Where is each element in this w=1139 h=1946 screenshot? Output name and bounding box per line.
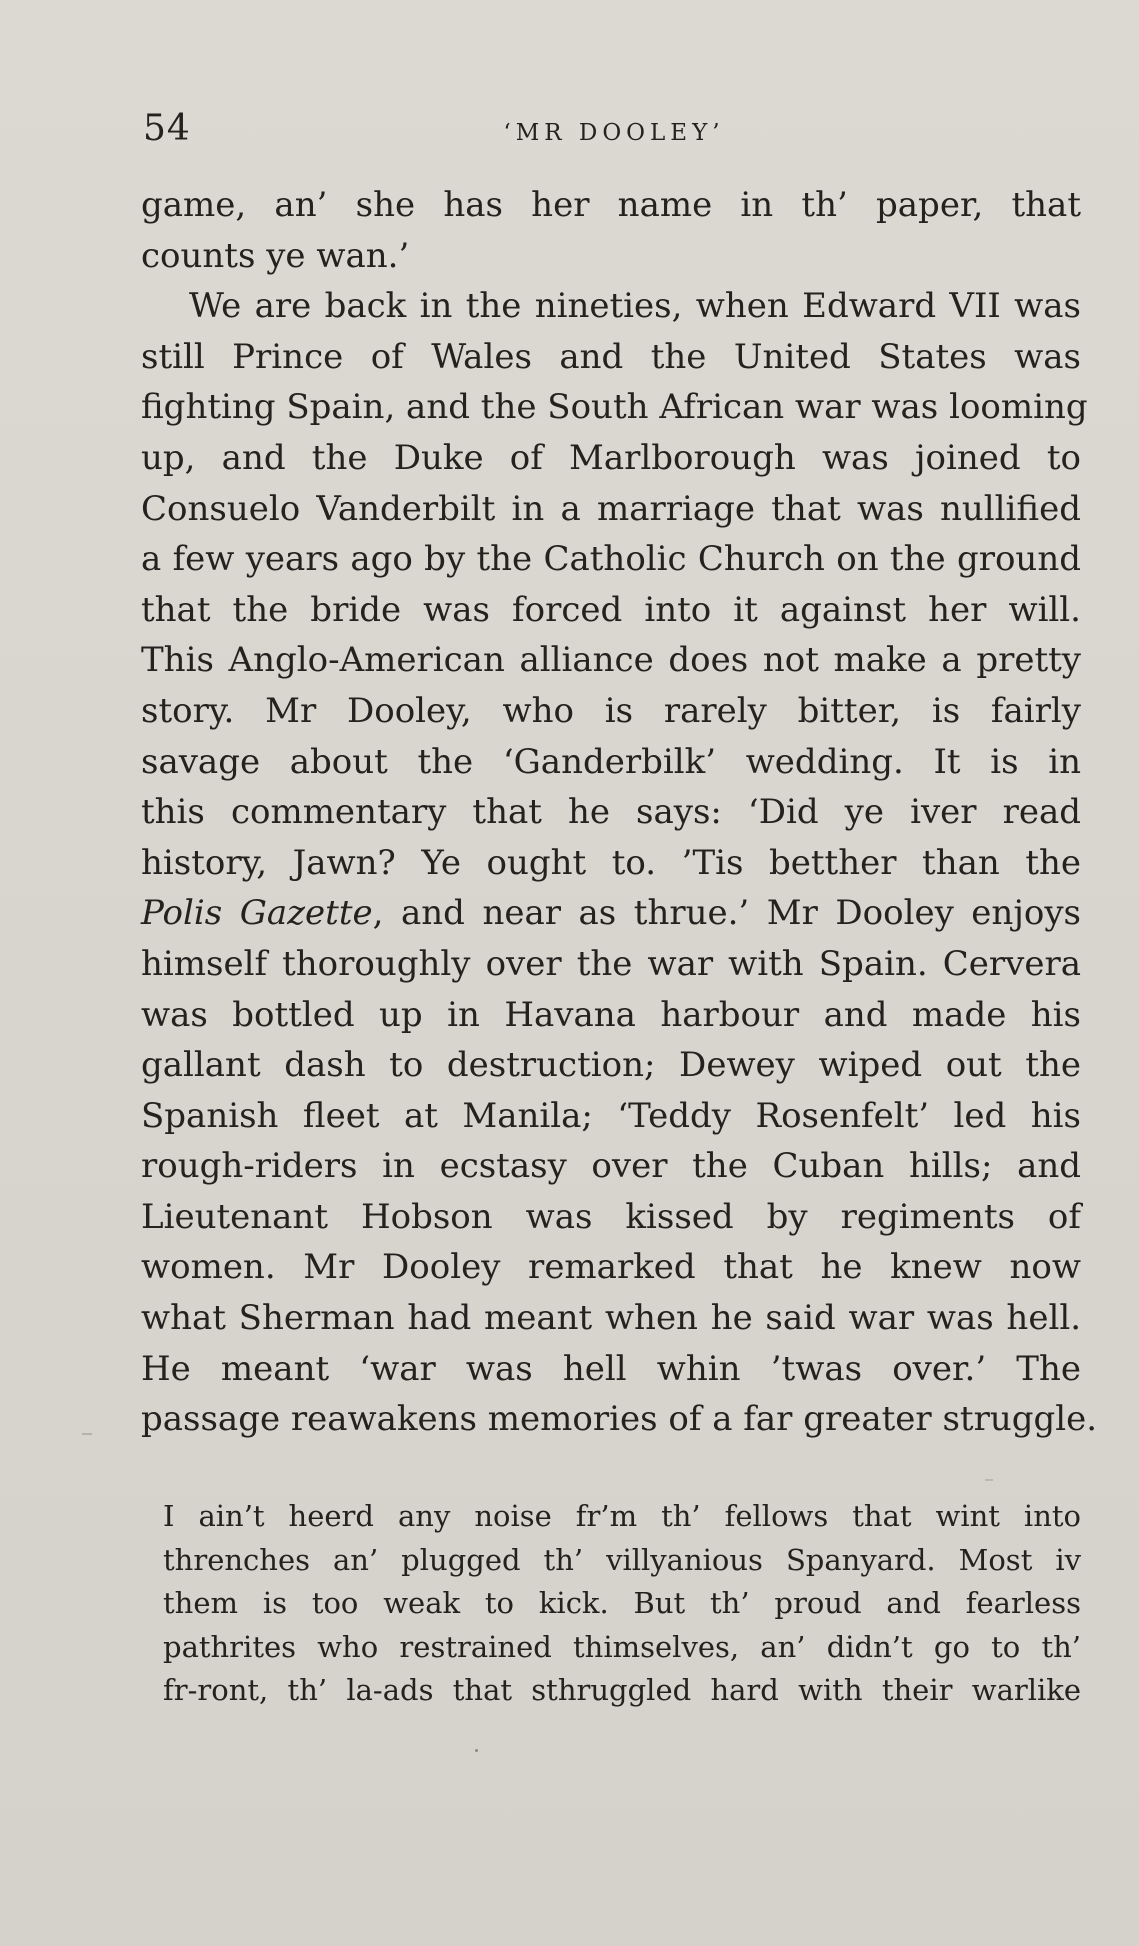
- margin-speck: [82, 1433, 92, 1435]
- body-line: This Anglo-American alliance does not make a pretty: [141, 640, 1081, 681]
- body-line: savage about the ‘Ganderbilk’ wedding. It is in: [141, 741, 1081, 782]
- quote-line: them is too weak to kick. But th’ proud and fearless: [163, 1586, 1081, 1621]
- body-line: this commentary that he says: ‘Did ye iver read: [141, 792, 1081, 833]
- body-line: He meant ‘war was hell whin ’twas over.’ The: [141, 1348, 1081, 1389]
- body-line: passage reawakens memories of a far greater struggle.: [141, 1399, 1098, 1440]
- margin-speck: [985, 1479, 993, 1481]
- quote-line: fr-ront, th’ la-ads that sthruggled hard with their warlike: [163, 1673, 1081, 1708]
- block-quote: [163, 1495, 1081, 1713]
- paper-speck: [475, 1749, 478, 1752]
- body-line: that the bride was forced into it against her will.: [141, 589, 1081, 630]
- body-line: still Prince of Wales and the United States was: [141, 336, 1081, 377]
- body-line: story. Mr Dooley, who is rarely bitter, is fairly: [141, 690, 1081, 731]
- body-line-rest: , and near as thrue.’ Mr Dooley enjoys: [372, 893, 1081, 934]
- body-line: counts ye wan.’: [141, 235, 410, 276]
- page-number: 54: [143, 108, 191, 149]
- page-header: [143, 108, 1085, 158]
- body-line: We are back in the nineties, when Edward VII was: [189, 286, 1081, 327]
- body-line: game, an’ she has her name in th’ paper, that: [141, 185, 1081, 225]
- body-line: gallant dash to destruction; Dewey wiped out the: [141, 1045, 1081, 1086]
- body-line: Consuelo Vanderbilt in a marriage that was nullified: [141, 488, 1081, 529]
- body-line: rough-riders in ecstasy over the Cuban hills; and: [141, 1146, 1081, 1187]
- body-line: Lieutenant Hobson was kissed by regiments of: [141, 1196, 1081, 1237]
- body-line: women. Mr Dooley remarked that he knew now: [141, 1247, 1081, 1288]
- quote-line: I ain’t heerd any noise fr’m th’ fellows that wint into: [163, 1499, 1081, 1533]
- body-line: history, Jawn? Ye ought to. ’Tis betther than the: [141, 842, 1081, 883]
- quote-line: pathrites who restrained thimselves, an’ didn’t go to th’: [163, 1629, 1081, 1664]
- body-line: himself thoroughly over the war with Spain. Cervera: [141, 943, 1081, 984]
- body-text: [141, 180, 1098, 1445]
- body-line: fighting Spain, and the South African war was looming: [141, 387, 1088, 428]
- body-line: Spanish fleet at Manila; ‘Teddy Rosenfelt’ led his: [141, 1095, 1081, 1136]
- body-line: was bottled up in Havana harbour and made his: [141, 994, 1081, 1035]
- body-line: what Sherman had meant when he said war was hell.: [141, 1298, 1081, 1339]
- quote-line: threnches an’ plugged th’ villyanious Spanyard. Most iv: [163, 1542, 1081, 1577]
- body-line: up, and the Duke of Marlborough was joined to: [141, 437, 1081, 478]
- body-line-with-italic: [141, 888, 1081, 939]
- running-head: ‘MR DOOLEY’: [503, 120, 725, 146]
- italic-title: Polis Gazette: [141, 893, 373, 934]
- body-line: a few years ago by the Catholic Church on the ground: [141, 539, 1081, 580]
